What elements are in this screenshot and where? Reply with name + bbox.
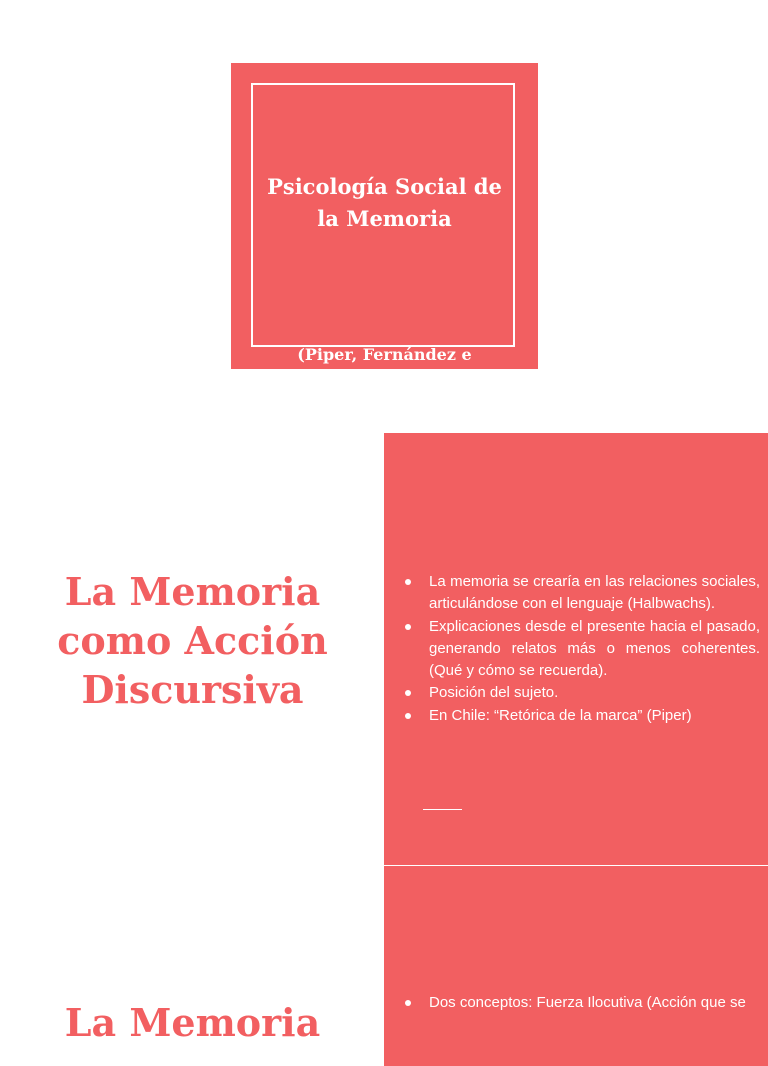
content-panel [384, 433, 768, 865]
content-panel-next [384, 866, 768, 1066]
heading-line-2: como Acción [57, 618, 328, 663]
heading-line-1: La Memoria [64, 569, 321, 614]
heading-line-1: La Memoria [64, 1000, 321, 1045]
bullet-item: En Chile: “Retórica de la marca” (Piper) [403, 705, 760, 727]
bullet-item: La memoria se crearía en las relaciones sociales, articulándose con el lenguaje (Halbwachs). [403, 571, 760, 616]
bullet-item: Dos conceptos: Fuerza Ilocutiva (Acción que se [403, 992, 760, 1014]
slide-heading-next [40, 998, 345, 1047]
bullet-list [403, 571, 760, 727]
bullet-item: Posición del sujeto. [403, 682, 760, 704]
title-line-1: Psicología Social de [267, 174, 502, 199]
decorative-underline [423, 809, 462, 810]
bullet-list [403, 992, 760, 1014]
title-card [231, 63, 538, 387]
slide-heading [40, 567, 345, 714]
citation: (Piper, Fernández e Iñiguez, 2013) [297, 345, 472, 387]
bullet-item: Explicaciones desde el presente hacia el pasado, generando relatos más o menos coherentes. (Qué y cómo se recuerda). [403, 616, 760, 683]
title-line-2: la Memoria [317, 206, 452, 231]
document-title [231, 171, 538, 235]
heading-line-3: Discursiva [81, 667, 304, 712]
